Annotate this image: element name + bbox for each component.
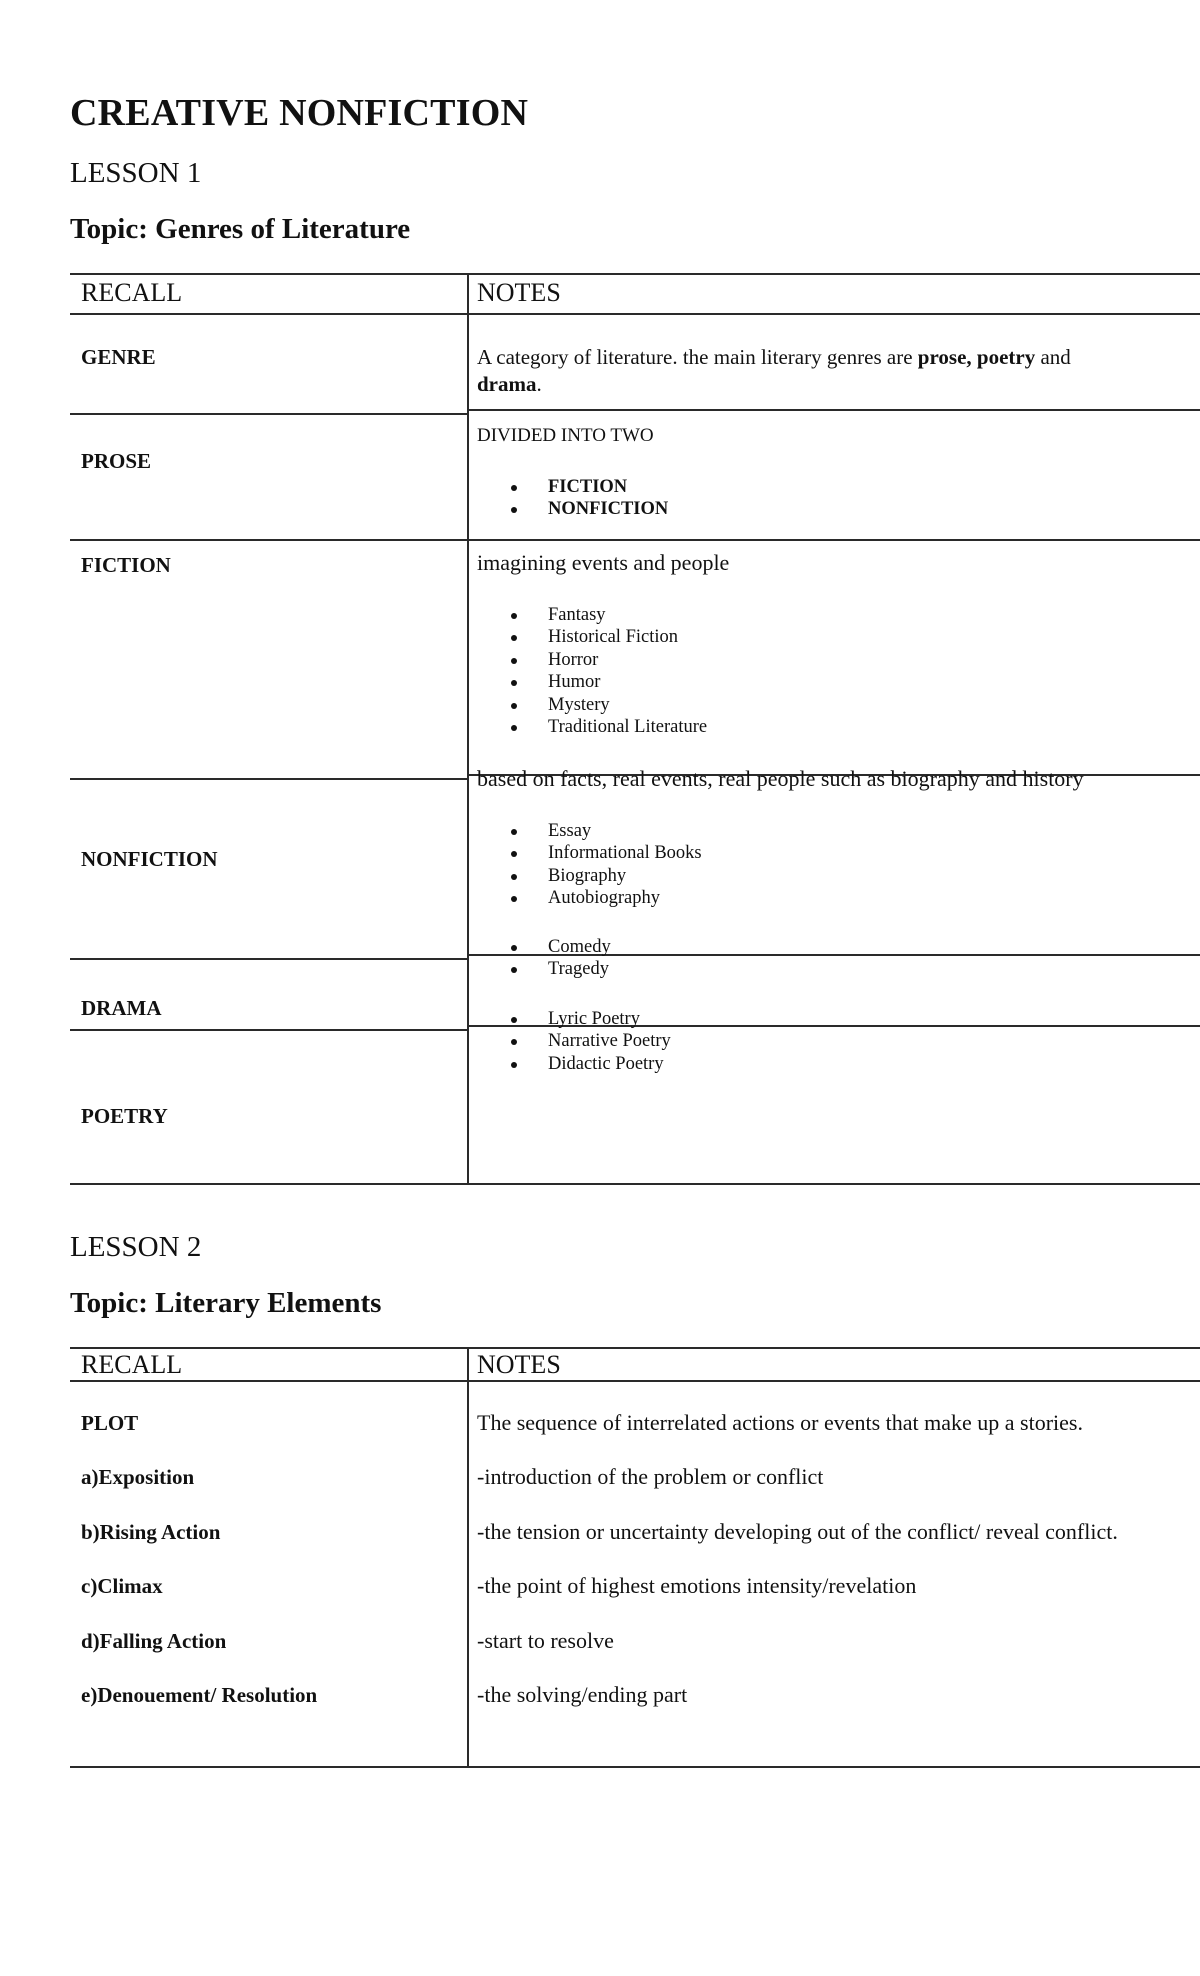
list-item: Narrative Poetry: [478, 1030, 671, 1052]
table1-column-divider: [467, 273, 469, 1184]
genre-note: [477, 345, 1071, 370]
table-row-note: -start to resolve: [477, 1628, 614, 1653]
table-row-term: a)Exposition: [81, 1465, 195, 1489]
table1-notes-header: NOTES: [477, 278, 561, 307]
table-row-term: d)Falling Action: [81, 1629, 227, 1653]
table1-bottom-border: [70, 1183, 1200, 1185]
genre-term: GENRE: [81, 345, 156, 369]
table1-row-divider: [468, 409, 1200, 411]
lesson2-topic: Topic: Literary Elements: [70, 1287, 382, 1319]
list-item: Historical Fiction: [478, 626, 707, 648]
table-row-note: -the point of highest emotions intensity/revelation: [477, 1573, 917, 1598]
drama-term: DRAMA: [81, 996, 162, 1020]
table1-header-border: [70, 313, 1200, 315]
table1-recall-header: RECALL: [81, 278, 183, 307]
table-row-note: -introduction of the problem or conflict: [477, 1464, 824, 1489]
nonfiction-term: NONFICTION: [81, 847, 218, 871]
table1-row-divider: [70, 778, 468, 780]
list-item: Comedy: [478, 936, 611, 958]
list-item: Horror: [478, 649, 707, 671]
poetry-list: [478, 1008, 671, 1075]
fiction-note: imagining events and people: [477, 550, 730, 575]
list-item: Fantasy: [478, 604, 707, 626]
prose-note: DIVIDED INTO TWO: [477, 425, 654, 446]
genre-note-text-2: and: [1035, 345, 1071, 369]
genre-note-line-2: [477, 372, 542, 397]
genre-note-end: .: [536, 372, 542, 396]
document-title: CREATIVE NONFICTION: [70, 92, 529, 134]
lesson1-heading: LESSON 1: [70, 157, 202, 189]
table-row-term: b)Rising Action: [81, 1520, 221, 1544]
table1-row-divider: [70, 1029, 468, 1031]
table-row-note: -the tension or uncertainty developing out of the conflict/ reveal conflict.: [477, 1519, 1118, 1544]
list-item: Autobiography: [478, 887, 702, 909]
table2-bottom-border: [70, 1766, 1200, 1768]
list-item: Traditional Literature: [478, 716, 707, 738]
fiction-list: [478, 604, 707, 738]
table2-recall-header: RECALL: [81, 1350, 183, 1379]
table2-top-border: [70, 1347, 1200, 1349]
table1-row-divider: [70, 413, 468, 415]
poetry-term: POETRY: [81, 1104, 168, 1128]
table2-header-border: [70, 1380, 1200, 1382]
table-row-note: -the solving/ending part: [477, 1682, 688, 1707]
prose-term: PROSE: [81, 449, 152, 473]
lesson2-heading: LESSON 2: [70, 1231, 202, 1263]
nonfiction-note: based on facts, real events, real people such as biography and history: [477, 766, 1084, 791]
list-item: Didactic Poetry: [478, 1053, 671, 1075]
genre-note-bold-1: prose, poetry: [917, 345, 1036, 369]
table-row-note: The sequence of interrelated actions or events that make up a stories.: [477, 1410, 1083, 1435]
table2-column-divider: [467, 1347, 469, 1767]
list-item: FICTION: [478, 476, 668, 498]
list-item: Tragedy: [478, 958, 611, 980]
list-item: NONFICTION: [478, 498, 668, 520]
genre-note-bold-2: drama: [477, 372, 537, 396]
table-row-term: e)Denouement/ Resolution: [81, 1683, 318, 1707]
list-item: Humor: [478, 671, 707, 693]
table1-top-border: [70, 273, 1200, 275]
table2-notes-header: NOTES: [477, 1350, 561, 1379]
table-row-term: c)Climax: [81, 1574, 163, 1598]
list-item: Mystery: [478, 694, 707, 716]
drama-list: [478, 936, 611, 981]
fiction-term: FICTION: [81, 553, 171, 577]
list-item: Biography: [478, 865, 702, 887]
table1-row-divider: [70, 539, 1200, 541]
list-item: Informational Books: [478, 842, 702, 864]
table1-row-divider: [70, 958, 468, 960]
lesson1-topic: Topic: Genres of Literature: [70, 213, 411, 245]
nonfiction-list: [478, 820, 702, 910]
table-row-term: PLOT: [81, 1411, 139, 1435]
list-item: Essay: [478, 820, 702, 842]
genre-note-text: A category of literature. the main literary genres are: [477, 345, 918, 369]
prose-list: [478, 476, 668, 521]
list-item: Lyric Poetry: [478, 1008, 671, 1030]
